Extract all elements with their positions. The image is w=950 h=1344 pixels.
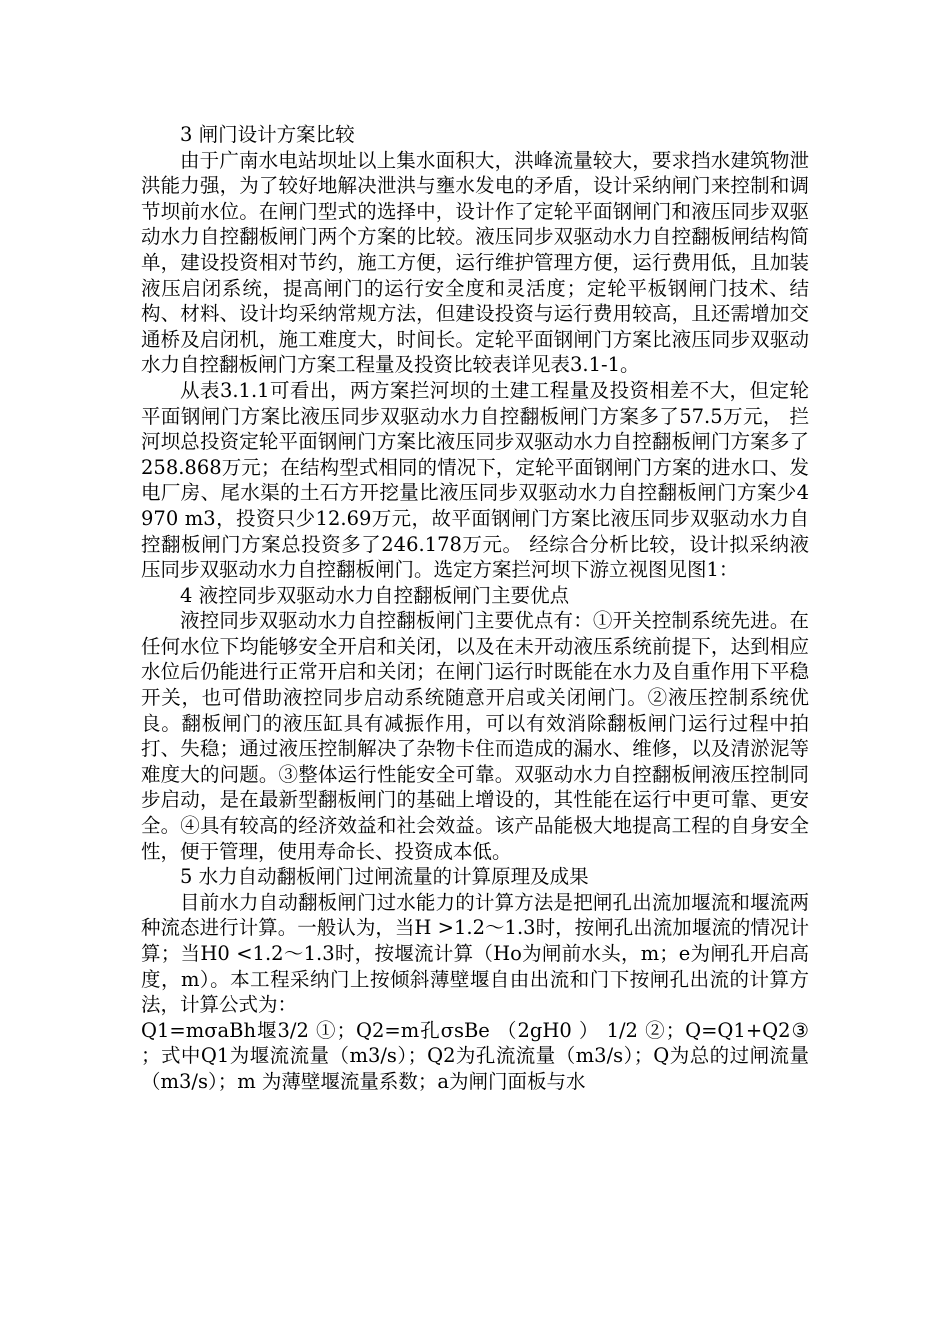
body-paragraph: 由于广南水电站坝址以上集水面积大，洪峰流量较大，要求挡水建筑物泄洪能力强，为了较好地解决泄洪与壅水发电的矛盾，设计采纳闸门来控制和调节坝前水位。在闸门型式的选择中，设计作了定轮平面钢闸门和液压同步双驱动水力自控翻板闸门两个方案的比较。液压同步双驱动水力自控翻板闸结构简单，建设投资相对节约，施工方便，运行维护管理方便，运行费用低，且加装液压启闭系统，提高闸门的运行安全度和灵活度；定轮平板钢闸门技术、结构、材料、设计均采纳常规方法，但建设投资与运行费用较高，且还需增加交通桥及启闭机，施工难度大，时间长。定轮平面钢闸门方案比液压同步双驱动水力自控翻板闸门方案工程量及投资比较表详见表3.1-1。 [141, 148, 809, 377]
section-heading: 4 液控同步双驱动水力自控翻板闸门主要优点 [180, 583, 570, 607]
section-5 [141, 864, 809, 1094]
section-heading: 5 水力自动翻板闸门过闸流量的计算原理及成果 [180, 865, 589, 889]
body-paragraph: 液控同步双驱动水力自控翻板闸门主要优点有：①开关控制系统先进。在任何水位下均能够安全开启和关闭，以及在未开动液压系统前提下，达到相应水位后仍能进行正常开启和关闭；在闸门运行时既能在水力及自重作用下平稳开关，也可借助液控同步启动系统随意开启或关闭闸门。②液压控制系统优良。翻板闸门的液压缸具有减振作用，可以有效消除翻板闸门运行过程中拍打、失稳；通过液压控制解决了杂物卡住而造成的漏水、维修，以及清淤泥等难度大的问题。③整体运行性能安全可靠。双驱动水力自控翻板闸液压控制同步启动，是在最新型翻板闸门的基础上增设的，其性能在运行中更可靠、更安全。④具有较高的经济效益和社会效益。该产品能极大地提高工程的自身安全性，便于管理，使用寿命长、投资成本低。 [141, 609, 809, 863]
body-paragraph: 从表3.1.1可看出，两方案拦河坝的土建工程量及投资相差不大，但定轮平面钢闸门方案比液压同步双驱动水力自控翻板闸门方案多了57.5万元， 拦河坝总投资定轮平面钢闸门方案比液压同步双驱动水力自控翻板闸门方案多了258.868万元；在结构型式相同的情况下，定轮平面钢闸门方案的进水口、发电厂房、尾水渠的土石方开挖量比液压同步双驱动水力自控翻板闸门方案少4970 m3，投资只少12.69万元，故平面钢闸门方案比液压同步双驱动水力自控翻板闸门方案总投资多了246.178万元。 经综合分析比较，设计拟采纳液压同步双驱动水力自控翻板闸门。选定方案拦河坝下游立视图见图1： [141, 378, 809, 582]
section-heading: 3 闸门设计方案比较 [180, 123, 355, 146]
formula-paragraph: Q1=mσaBh堰3/2 ①；Q2=m孔σsBe （2gH0 ） 1/2 ②；Q=Q1+Q2③ ；式中Q1为堰流流量（m3/s）；Q2为孔流流量（m3/s）；Q为总的过闸流量（m3/s）；m 为薄壁堰流量系数；a为闸门面板与水 [141, 1018, 809, 1093]
section-4 [141, 583, 809, 865]
section-3 [141, 122, 809, 583]
document-body [141, 122, 809, 1095]
body-paragraph: 目前水力自动翻板闸门过水能力的计算方法是把闸孔出流加堰流和堰流两种流态进行计算。一般认为，当H >1.2～1.3时，按闸孔出流加堰流的情况计算；当H0 <1.2～1.3时，按堰流计算（Ho为闸前水头，m；e为闸孔开启高度，m）。本工程采纳门上按倾斜薄壁堰自由出流和门下按闸孔出流的计算方法，计算公式为： [141, 890, 809, 1017]
